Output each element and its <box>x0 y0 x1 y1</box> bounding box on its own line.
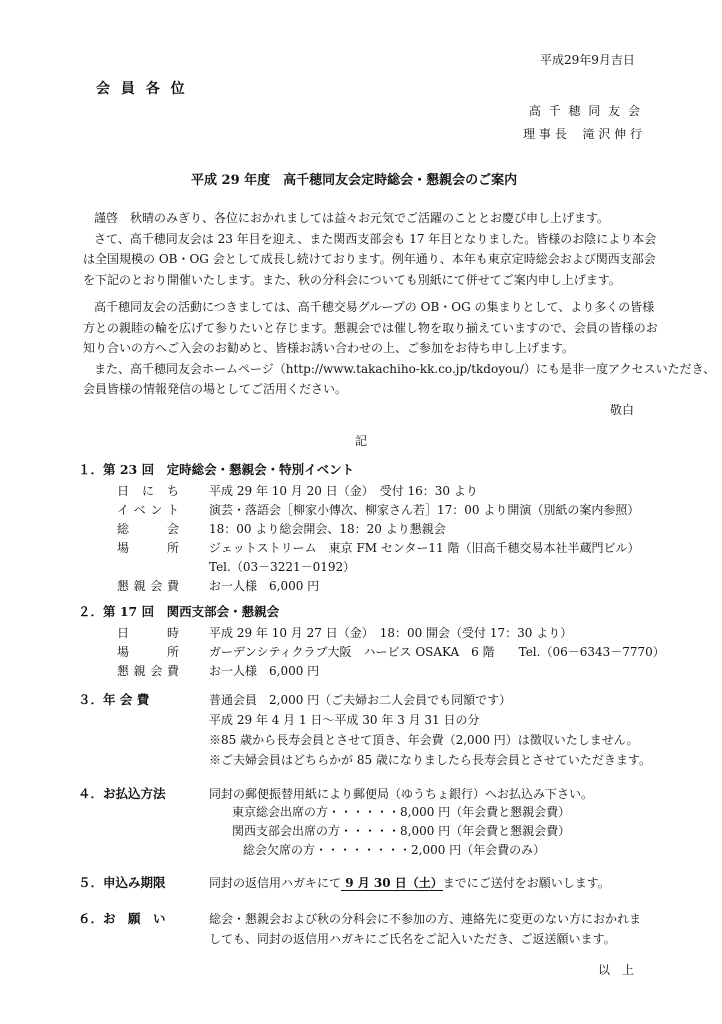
section-6-title: ６．お 願 い <box>78 911 166 926</box>
recipient-line: 会 員 各 位 <box>96 81 188 97</box>
row-label: 総会 <box>117 522 179 536</box>
intro-line: 謹啓 秋晴のみぎり、各位におかれましては益々お元気でご活躍のこととお慶び申し上げます。 <box>94 211 610 225</box>
row-value: 18：00 より総会開会、18：20 より懇親会 <box>209 522 446 536</box>
section-2-row <box>117 662 677 680</box>
section-2-title: ２．第 17 回 関西支部会・懇親会 <box>78 604 280 619</box>
row-value: ガーデンシティクラブ大阪 ハービス OSAKA 6 階 Tel.（06－6343－7770） <box>209 645 665 659</box>
fee-line: ※ご夫婦会員はどちらかが 85 歳になりましたら長寿会員とさせていただきます。 <box>209 753 651 767</box>
section-1-row <box>117 577 657 595</box>
ki-mark: 記 <box>355 434 368 448</box>
section-1-row <box>117 539 657 557</box>
deadline-post: までにご送付をお願いします。 <box>442 876 610 890</box>
fee-line: 普通会員 2,000 円（ご夫婦お二人会員でも同額です） <box>209 693 512 707</box>
row-value: お一人様 6,000 円 <box>209 664 320 678</box>
row-label: 場所 <box>117 645 179 659</box>
section-2-row <box>117 643 677 661</box>
activity-line: 会員皆様の情報発信の場としてご活用ください。 <box>83 382 348 396</box>
sender-name: 理 事 長 滝 沢 伸 行 <box>523 127 642 141</box>
fee-line: 平成 29 年 4 月 1 日～平成 30 年 3 月 31 日の分 <box>209 713 480 727</box>
organization-name: 高 千 穂 同 友 会 <box>528 104 642 118</box>
activity-line: 知り合いの方へご入会のお勧めと、皆様お誘い合わせの上、ご参加をお待ち申し上げます。 <box>83 341 575 355</box>
row-label: イベント <box>117 503 179 517</box>
section-2-row <box>117 624 677 642</box>
row-value: ジェットストリーム 東京 FM センター11 階（旧高千穂交易本社半蔵門ビル） <box>209 541 640 555</box>
row-label: 場所 <box>117 541 179 555</box>
deadline-date: 9 月 30 日（土） <box>341 876 443 890</box>
payment-line: 関西支部会出席の方・・・・・8,000 円（年会費と懇親会費） <box>232 824 571 838</box>
intro-line: を下記のとおり開催いたします。また、秋の分科会についても別紙にて併せてご案内申し上げます。 <box>83 272 621 287</box>
section-1-row <box>117 520 657 538</box>
closing-word: 敬白 <box>609 403 634 417</box>
section-3-title: ３．年 会 費 <box>78 692 150 707</box>
activity-line: 高千穂同友会の活動につきましては、高千穂交易グループの OB・OG の集まりとして、より多くの皆様 <box>94 300 655 314</box>
document-title: 平成 29 年度 高千穂同友会定時総会・懇親会のご案内 <box>191 173 518 188</box>
row-label: 日にち <box>117 484 179 498</box>
row-value: Tel.（03－3221－0192） <box>209 560 356 574</box>
end-mark: 以 上 <box>597 963 634 977</box>
payment-breakdown <box>232 803 570 860</box>
activity-line: 方との親睦の輪を広げて参りたいと存じます。懇親会では催し物を取り揃えていますので、会員の皆様のお <box>83 320 658 335</box>
row-value: お一人様 6,000 円 <box>209 579 320 593</box>
deadline-line <box>209 875 610 891</box>
payment-line: 総会欠席の方・・・・・・・・2,000 円（年会費のみ） <box>243 843 546 857</box>
section-4-title: ４．お払込方法 <box>78 786 166 801</box>
row-value: 平成 29 年 10 月 27 日（金） 18：00 開会（受付 17：30 より） <box>209 626 573 640</box>
section-1-row <box>117 558 657 576</box>
row-label: 懇親会費 <box>117 664 179 678</box>
section-5-title: ５．申込み期限 <box>78 875 166 890</box>
row-label: 日時 <box>117 626 179 640</box>
issue-date: 平成29年9月吉日 <box>540 53 635 67</box>
deadline-pre: 同封の返信用ハガキにて <box>209 876 342 890</box>
request-line: しても、同封の返信用ハガキにご氏名をご記入いただき、ご返送願います。 <box>209 932 616 946</box>
section-6-body <box>209 909 641 949</box>
payment-line: 東京総会出席の方・・・・・・8,000 円（年会費と懇親会費） <box>232 805 571 819</box>
row-label: 懇親会費 <box>117 579 179 593</box>
fee-line: ※85 歳から長寿会員とさせて頂き、年会費（2,000 円）は徴収いたしません。 <box>209 733 639 747</box>
intro-paragraph <box>83 208 656 290</box>
row-value: 平成 29 年 10 月 20 日（金） 受付 16：30 より <box>209 484 478 498</box>
request-line: 総会・懇親会および秋の分科会に不参加の方、連絡先に変更のない方におかれま <box>209 912 642 926</box>
activity-paragraph <box>83 297 715 400</box>
intro-line: は全国規模の OB・OG 会として成長し続けております。例年通り、本年も東京定時総会および関西支部会 <box>83 252 656 266</box>
section-1-title: １．第 23 回 定時総会・懇親会・特別イベント <box>78 462 355 477</box>
payment-instruction: 同封の郵便振替用紙により郵便局（ゆうちょ銀行）へお払込み下さい。 <box>209 787 594 801</box>
row-value: 演芸・落語会［柳家小傳次、柳家さん若］17：00 より開演（別紙の案内参照） <box>209 503 640 517</box>
activity-line: また、高千穂同友会ホームページ（http://www.takachiho-kk.co.jp/tkdoyou/）にも是非一度アクセスいただき、 <box>94 361 716 376</box>
section-1-row <box>117 482 657 500</box>
intro-line: さて、高千穂同友会は 23 年目を迎え、また関西支部会も 17 年目となりました。皆様のお陰により本会 <box>94 231 657 246</box>
section-1-row <box>117 501 657 519</box>
section-3-body <box>209 690 651 770</box>
